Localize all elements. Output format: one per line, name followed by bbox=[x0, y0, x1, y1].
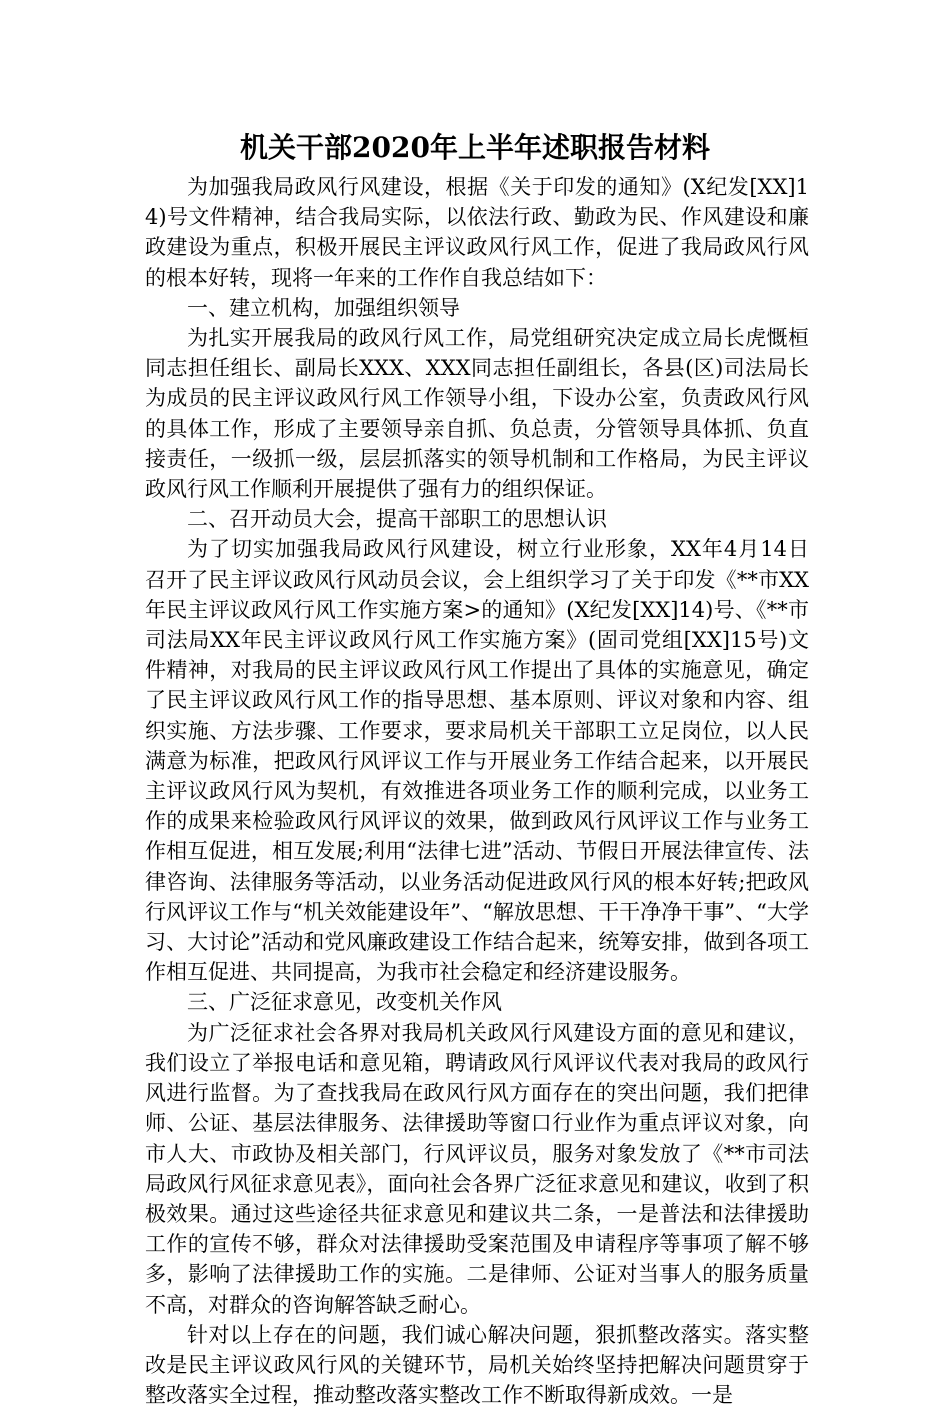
section-2-paragraph: 为了切实加强我局政风行风建设，树立行业形象，XX年4月14日 召开了民主评议政风行风动员会议，会上组织学习了关于印发《**市XX年民主评议政风行风工作实施方案>的通知》(X纪发[XX]14)号、《**市司法局XX年民主评议政风行风工作实施方案》(固司党组[XX]15号)文件精神，对我局的民主评议政风行风工作提出了具体的实施意见，确定了民主评议政风行风工作的指导思想、基本原则、评议对象和内容、组织实施、方法步骤、工作要求，要求局机关干部职工立足岗位，以人民满意为标准，把政风行风评议工作与开展业务工作结合起来，以开展民主评议政风行风为契机，有效推进各项业务工作的顺利完成，以业务工作的成果来检验政风行风评议的效果，做到政风行风评议工作与业务工作相互促进，相互发展;利用“法律七进”活动、节假日开展法律宣传、法律咨询、法律服务等活动，以业务活动促进政风行风的根本好转;把政风行风评议工作与“机关效能建设年”、“解放思想、干干净净干事”、“大学习、大讨论”活动和党风廉政建设工作结合起来，统筹安排，做到各项工作相互促进、共同提高，为我市社会稳定和经济建设服务。 bbox=[145, 537, 809, 985]
section-heading-3: 三、广泛征求意见，改变机关作风 bbox=[187, 990, 502, 1015]
section-3-paragraph-2: 针对以上存在的问题，我们诚心解决问题，狠抓整改落实。落实整改是民主评议政风行风的关键环节，局机关始终坚持把解决问题贯穿于整改落实全过程，推动整改落实整改工作不断取得新成效。一是 bbox=[145, 1322, 809, 1408]
section-heading-2: 二、召开动员大会，提高干部职工的思想认识 bbox=[187, 507, 607, 532]
document-title: 机关干部2020年上半年述职报告材料 bbox=[240, 131, 710, 164]
section-heading-1: 一、建立机构，加强组织领导 bbox=[187, 295, 460, 320]
section-1-paragraph: 为扎实开展我局的政风行风工作，局党组研究决定成立局长虎慨桓同志担任组长、副局长XXX、XXX同志担任副组长，各县(区)司法局长为成员的民主评议政风行风工作领导小组，下设办公室，负责政风行风的具体工作，形成了主要领导亲自抓、负总责，分管领导具体抓、负直接责任，一级抓一级，层层抓落实的领导机制和工作格局，为民主评议政风行风工作顺利开展提供了强有力的组织保证。 bbox=[145, 326, 809, 502]
section-3-paragraph: 为广泛征求社会各界对我局机关政风行风建设方面的意见和建议，我们设立了举报电话和意见箱，聘请政风行风评议代表对我局的政风行风进行监督。为了查找我局在政风行风方面存在的突出问题，我们把律师、公证、基层法律服务、法律援助等窗口行业作为重点评议对象，向市人大、市政协及相关部门，行风评议员，服务对象发放了《**市司法局政风行风征求意见表》，面向社会各界广泛征求意见和建议，收到了积极效果。通过这些途径共征求意见和建议共二条，一是普法和法律援助工作的宣传不够，群众对法律援助受案范围及申请程序等事项了解不够多，影响了法律援助工作的实施。二是律师、公证对当事人的服务质量不高，对群众的咨询解答缺乏耐心。 bbox=[145, 1020, 809, 1317]
intro-paragraph: 为加强我局政风行风建设，根据《关于印发的通知》(X纪发[XX]14)号文件精神，结合我局实际，以依法行政、勤政为民、作风建设和廉政建设为重点，积极开展民主评议政风行风工作，促进了我局政风行风的根本好转，现将一年来的工作作自我总结如下： bbox=[145, 175, 809, 290]
document-body bbox=[145, 172, 809, 1410]
